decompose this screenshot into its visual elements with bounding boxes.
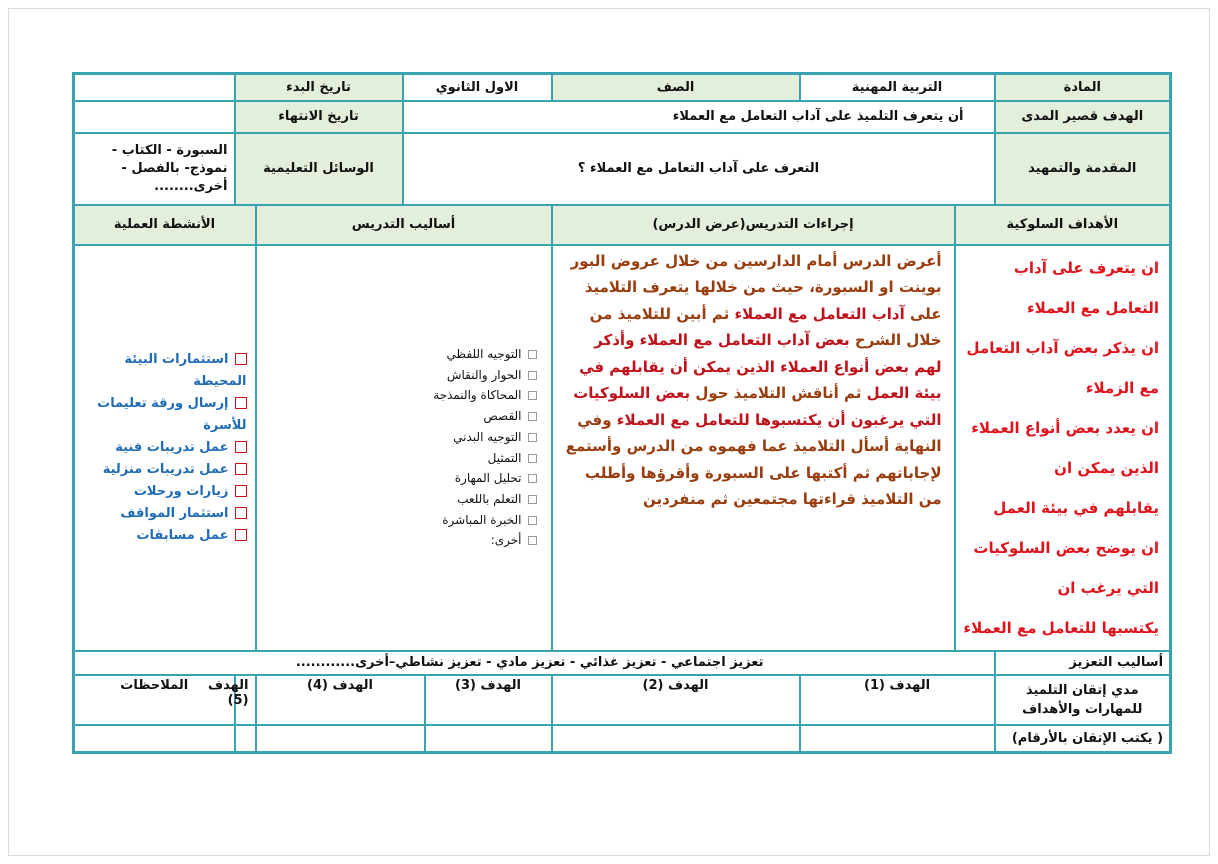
row-reinforcement bbox=[74, 651, 1171, 675]
procedure-part: أعرض الدرس أمام الدارسين من خلال عروض البور بوينت او السبورة، حيث من خلالها يتعرف التلاميذ على bbox=[570, 251, 942, 323]
activity-item[interactable]: عمل مسابقات bbox=[81, 525, 247, 547]
intro-value: التعرف على آداب التعامل مع العملاء ؟ bbox=[403, 133, 995, 205]
activity-item[interactable]: عمل تدريبات منزلية bbox=[81, 459, 247, 481]
procedures-cell bbox=[552, 245, 955, 651]
notes-value[interactable] bbox=[74, 725, 235, 753]
activities-header: الأنشطة العملية bbox=[74, 205, 256, 245]
mastery-goal-1: الهدف (1) bbox=[800, 675, 995, 725]
checkbox-icon[interactable] bbox=[235, 441, 247, 453]
activities-list bbox=[81, 349, 247, 547]
methods-list bbox=[263, 344, 545, 551]
procedure-part: وفي النهاية أسأل التلاميذ عما فهموه من الدرس وأستمع لإجاباتهم ثم أكتبها على السبورة وأقرؤها وأطلب من التلاميذ قراءتها مجتمعين ثم منفردين bbox=[565, 410, 942, 508]
method-item[interactable]: القصص bbox=[263, 406, 537, 427]
mastery-goal-4: الهدف (4) bbox=[256, 675, 425, 725]
method-item[interactable]: التوجيه البدني bbox=[263, 427, 537, 448]
goal-line: ان يعدد بعض أنواع العملاء الذين يمكن ان bbox=[971, 418, 1160, 477]
activities-cell bbox=[74, 245, 256, 651]
procedure-highlight: آداب التعامل مع العملاء bbox=[734, 304, 905, 323]
checkbox-icon[interactable] bbox=[235, 485, 247, 497]
methods-cell bbox=[256, 245, 552, 651]
behavioral-goals-header: الأهداف السلوكية bbox=[955, 205, 1171, 245]
lesson-plan-table bbox=[72, 72, 1172, 754]
activity-item[interactable]: عمل تدريبات فنية bbox=[81, 437, 247, 459]
checkbox-icon[interactable] bbox=[528, 350, 537, 359]
activity-item[interactable]: إرسال ورقة تعليمات للأسرة bbox=[97, 395, 247, 433]
checkbox-icon[interactable] bbox=[528, 412, 537, 421]
mastery-value-4[interactable] bbox=[256, 725, 425, 753]
checkbox-icon[interactable] bbox=[528, 391, 537, 400]
activity-item[interactable]: استثمارات البيئة المحيطة bbox=[124, 351, 247, 389]
behavioral-goals-cell bbox=[955, 245, 1171, 651]
row-intro bbox=[74, 133, 1171, 205]
checkbox-icon[interactable] bbox=[528, 536, 537, 545]
behavioral-goals-list bbox=[962, 248, 1160, 648]
row-subject bbox=[74, 74, 1171, 101]
goal-line: يقابلهم في بيئة العمل bbox=[993, 498, 1160, 517]
mastery-value-2[interactable] bbox=[552, 725, 800, 753]
mastery-goal-2: الهدف (2) bbox=[552, 675, 800, 725]
goal-line: ان يوضح بعض السلوكيات التي يرغب ان bbox=[973, 538, 1160, 597]
checkbox-icon[interactable] bbox=[528, 495, 537, 504]
method-item[interactable]: أخرى: bbox=[263, 530, 537, 551]
start-date-value[interactable] bbox=[74, 74, 235, 101]
activity-item[interactable]: زيارات ورحلات bbox=[81, 481, 247, 503]
checkbox-icon[interactable] bbox=[528, 371, 537, 380]
method-item[interactable]: الحوار والنقاش bbox=[263, 365, 537, 386]
aids-label: الوسائل التعليمية bbox=[235, 133, 403, 205]
method-item[interactable]: المحاكاة والنمذجة bbox=[263, 385, 537, 406]
row-objective bbox=[74, 101, 1171, 133]
subject-value: التربية المهنية bbox=[800, 74, 995, 101]
goal-line: يكتسبها للتعامل مع العملاء bbox=[963, 618, 1160, 637]
reinforcement-label: أساليب التعزيز bbox=[995, 651, 1171, 675]
start-date-label: تاريخ البدء bbox=[235, 74, 403, 101]
objective-label: الهدف قصير المدى bbox=[995, 101, 1171, 133]
method-item[interactable]: الخبرة المباشرة bbox=[263, 510, 537, 531]
goal-line: ان يذكر بعض آداب التعامل مع الزملاء bbox=[966, 338, 1160, 397]
checkbox-icon[interactable] bbox=[528, 474, 537, 483]
mastery-value-5[interactable] bbox=[235, 725, 256, 753]
checkbox-icon[interactable] bbox=[235, 463, 247, 475]
mastery-value-1[interactable] bbox=[800, 725, 995, 753]
method-item[interactable]: التوجيه اللفظي bbox=[263, 344, 537, 365]
row-mastery bbox=[74, 675, 1171, 725]
method-item[interactable]: التمثيل bbox=[263, 448, 537, 469]
checkbox-icon[interactable] bbox=[235, 397, 247, 409]
checkbox-icon[interactable] bbox=[528, 454, 537, 463]
aids-value: السبورة - الكتاب - نموذج- بالفصل - أخرى........ bbox=[74, 133, 235, 205]
checkbox-icon[interactable] bbox=[528, 433, 537, 442]
procedure-highlight: بعض السلوكيات التي يرغبون أن يكتسبوها للتعامل مع العملاء bbox=[573, 384, 942, 429]
mastery-goal-3: الهدف (3) bbox=[425, 675, 552, 725]
method-item[interactable]: التعلم باللعب bbox=[263, 489, 537, 510]
reinforcement-value: تعزيز اجتماعي - تعزيز غذائي - تعزيز مادي - تعزيز نشاطي–أخرى............ bbox=[74, 651, 995, 675]
checkbox-icon[interactable] bbox=[235, 529, 247, 541]
mastery-value-3[interactable] bbox=[425, 725, 552, 753]
procedure-part: ثم أبين للتلاميذ من خلال الشرح bbox=[589, 304, 942, 349]
procedure-text bbox=[565, 248, 942, 513]
end-date-value[interactable] bbox=[74, 101, 235, 133]
subject-label: المادة bbox=[995, 74, 1171, 101]
method-item[interactable]: تحليل المهارة bbox=[263, 468, 537, 489]
checkbox-icon[interactable] bbox=[528, 516, 537, 525]
activity-item[interactable]: استثمار المواقف bbox=[81, 503, 247, 525]
checkbox-icon[interactable] bbox=[235, 353, 247, 365]
intro-label: المقدمة والتمهيد bbox=[995, 133, 1171, 205]
goal-line: ان يتعرف على آداب التعامل مع العملاء bbox=[1013, 258, 1160, 317]
procedure-highlight: بعض آداب التعامل مع العملاء وأذكر لهم بعض أنواع العملاء الذين يمكن أن يقابلهم في بيئة العمل bbox=[579, 331, 942, 402]
mastery-goal-5: الهدف (5) bbox=[235, 675, 256, 725]
methods-header: أساليب التدريس bbox=[256, 205, 552, 245]
procedure-part: ثم أناقش التلاميذ حول bbox=[690, 384, 867, 402]
row-mastery-values bbox=[74, 725, 1171, 753]
end-date-label: تاريخ الانتهاء bbox=[235, 101, 403, 133]
mastery-label: مدي إتقان التلميذ للمهارات والأهداف bbox=[995, 675, 1171, 725]
objective-value: أن يتعرف التلميذ على آداب التعامل مع العملاء bbox=[403, 101, 995, 133]
row-content bbox=[74, 245, 1171, 651]
procedures-header: إجراءات التدريس(عرض الدرس) bbox=[552, 205, 955, 245]
grade-label: الصف bbox=[552, 74, 800, 101]
grade-value: الاول الثانوي bbox=[403, 74, 552, 101]
notes-header: الملاحظات bbox=[74, 675, 235, 725]
numbers-note: ( يكتب الإتقان بالأرقام) bbox=[995, 725, 1171, 753]
checkbox-icon[interactable] bbox=[235, 507, 247, 519]
row-section-headers bbox=[74, 205, 1171, 245]
